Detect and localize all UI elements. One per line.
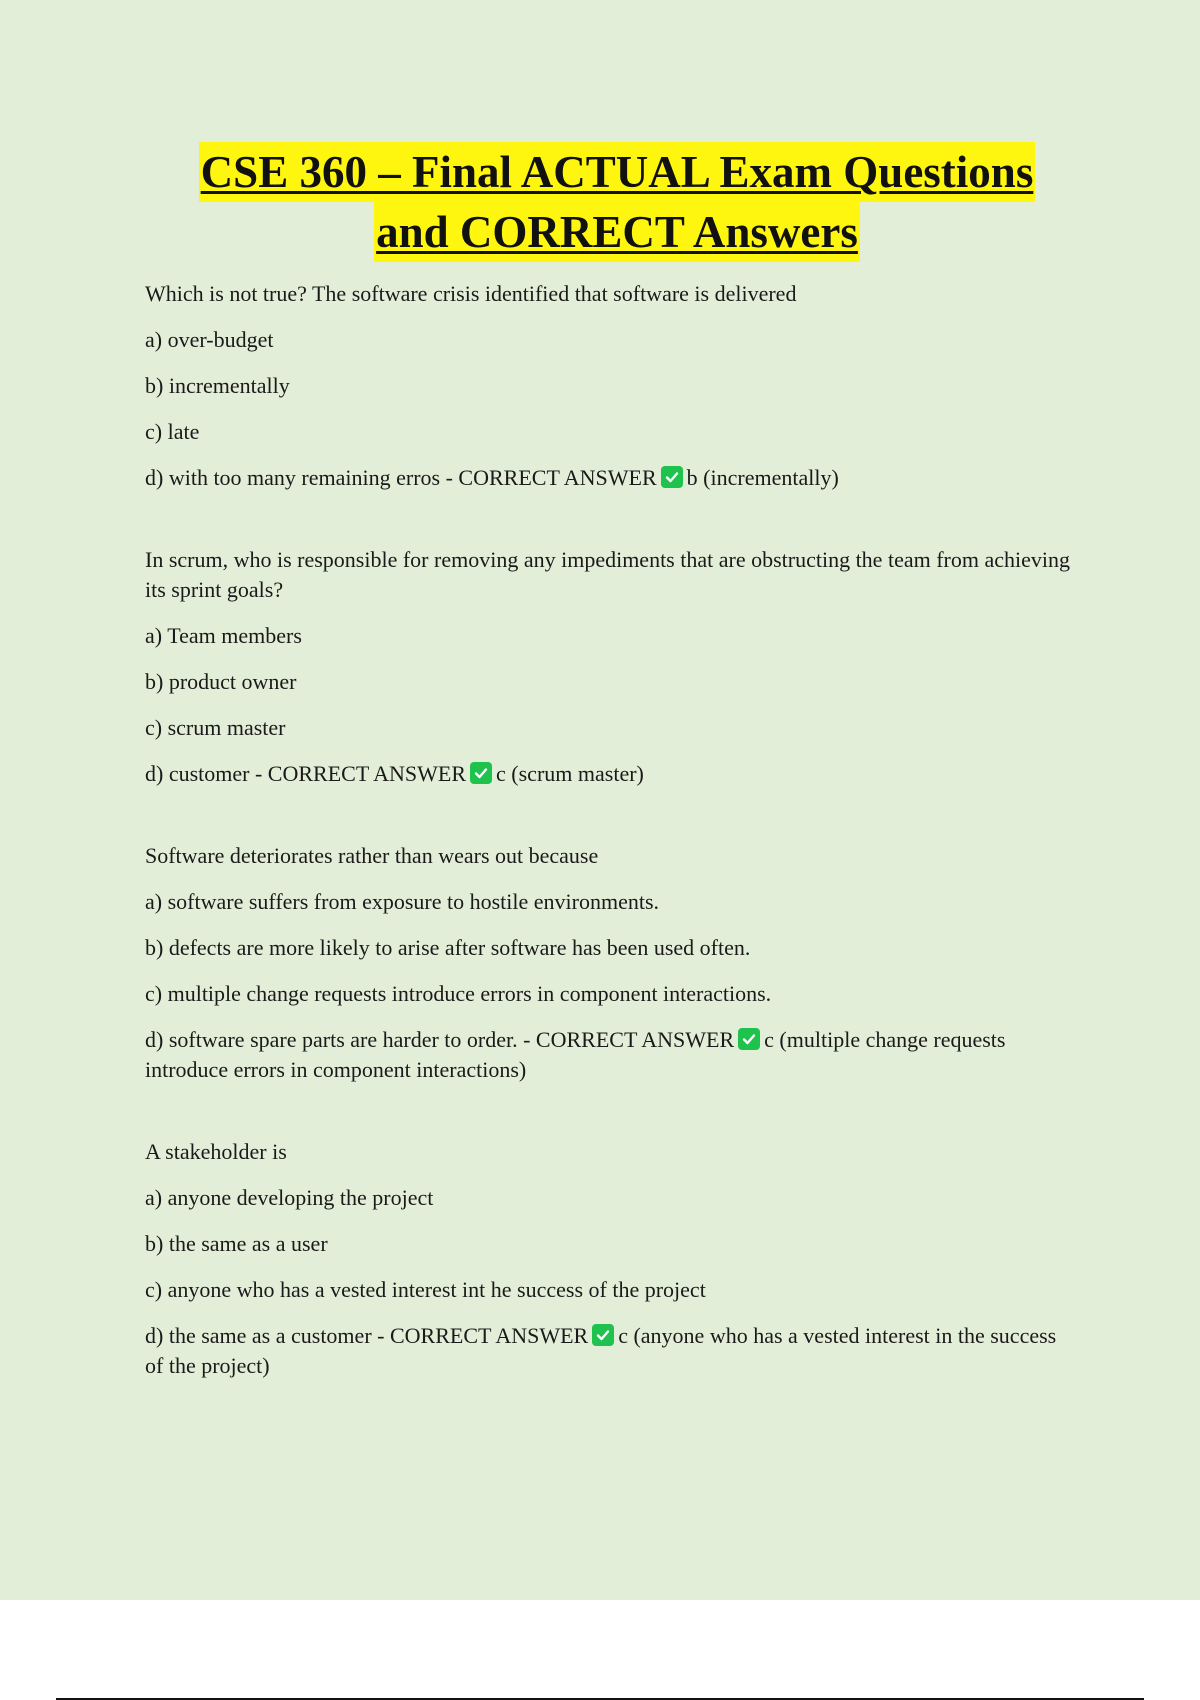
answer-option: c) multiple change requests introduce errors in component interactions. — [145, 981, 772, 1006]
question-block — [145, 841, 1080, 1085]
answer-option-with-key — [145, 1321, 1080, 1381]
correct-answer: c (anyone who has a vested interest in the success of the project) — [145, 1323, 1057, 1378]
check-icon — [592, 1324, 614, 1346]
question-list — [145, 279, 1080, 1433]
correct-answer: b (incrementally) — [686, 465, 839, 490]
answer-option: b) incrementally — [145, 373, 290, 398]
answer-option: b) product owner — [145, 669, 297, 694]
answer-option: c) late — [145, 419, 200, 444]
page-title — [0, 142, 1200, 262]
answer-option: a) anyone developing the project — [145, 1185, 434, 1210]
answer-option-with-key — [145, 463, 1080, 493]
question-prompt: A stakeholder is — [145, 1139, 287, 1164]
answer-option: b) the same as a user — [145, 1231, 328, 1256]
title-line-2: and CORRECT Answers — [374, 202, 860, 262]
answer-option: a) over-budget — [145, 327, 274, 352]
title-line-1: CSE 360 – Final ACTUAL Exam Questions — [199, 142, 1036, 202]
check-icon — [470, 762, 492, 784]
answer-option: c) scrum master — [145, 715, 286, 740]
last-option-text: d) the same as a customer - CORRECT ANSWER — [145, 1323, 589, 1348]
answer-option-with-key — [145, 1025, 1080, 1085]
question-prompt: Software deteriorates rather than wears out because — [145, 843, 599, 868]
question-block — [145, 1137, 1080, 1381]
question-prompt: Which is not true? The software crisis identified that software is delivered — [145, 281, 797, 306]
answer-option-with-key — [145, 759, 1080, 789]
question-block — [145, 545, 1080, 789]
answer-option: a) Team members — [145, 623, 302, 648]
last-option-text: d) customer - CORRECT ANSWER — [145, 761, 467, 786]
answer-option: c) anyone who has a vested interest int he success of the project — [145, 1277, 706, 1302]
last-option-text: d) with too many remaining erros - CORRECT ANSWER — [145, 465, 657, 490]
correct-answer: c (multiple change requests introduce errors in component interactions) — [145, 1027, 1006, 1082]
check-icon — [738, 1028, 760, 1050]
answer-option: b) defects are more likely to arise after software has been used often. — [145, 935, 751, 960]
correct-answer: c (scrum master) — [496, 761, 644, 786]
question-prompt: In scrum, who is responsible for removing any impediments that are obstructing the team from achieving its sprint goals? — [145, 547, 1070, 602]
last-option-text: d) software spare parts are harder to order. - CORRECT ANSWER — [145, 1027, 735, 1052]
question-block — [145, 279, 1080, 493]
answer-option: a) software suffers from exposure to hostile environments. — [145, 889, 660, 914]
check-icon — [661, 466, 683, 488]
